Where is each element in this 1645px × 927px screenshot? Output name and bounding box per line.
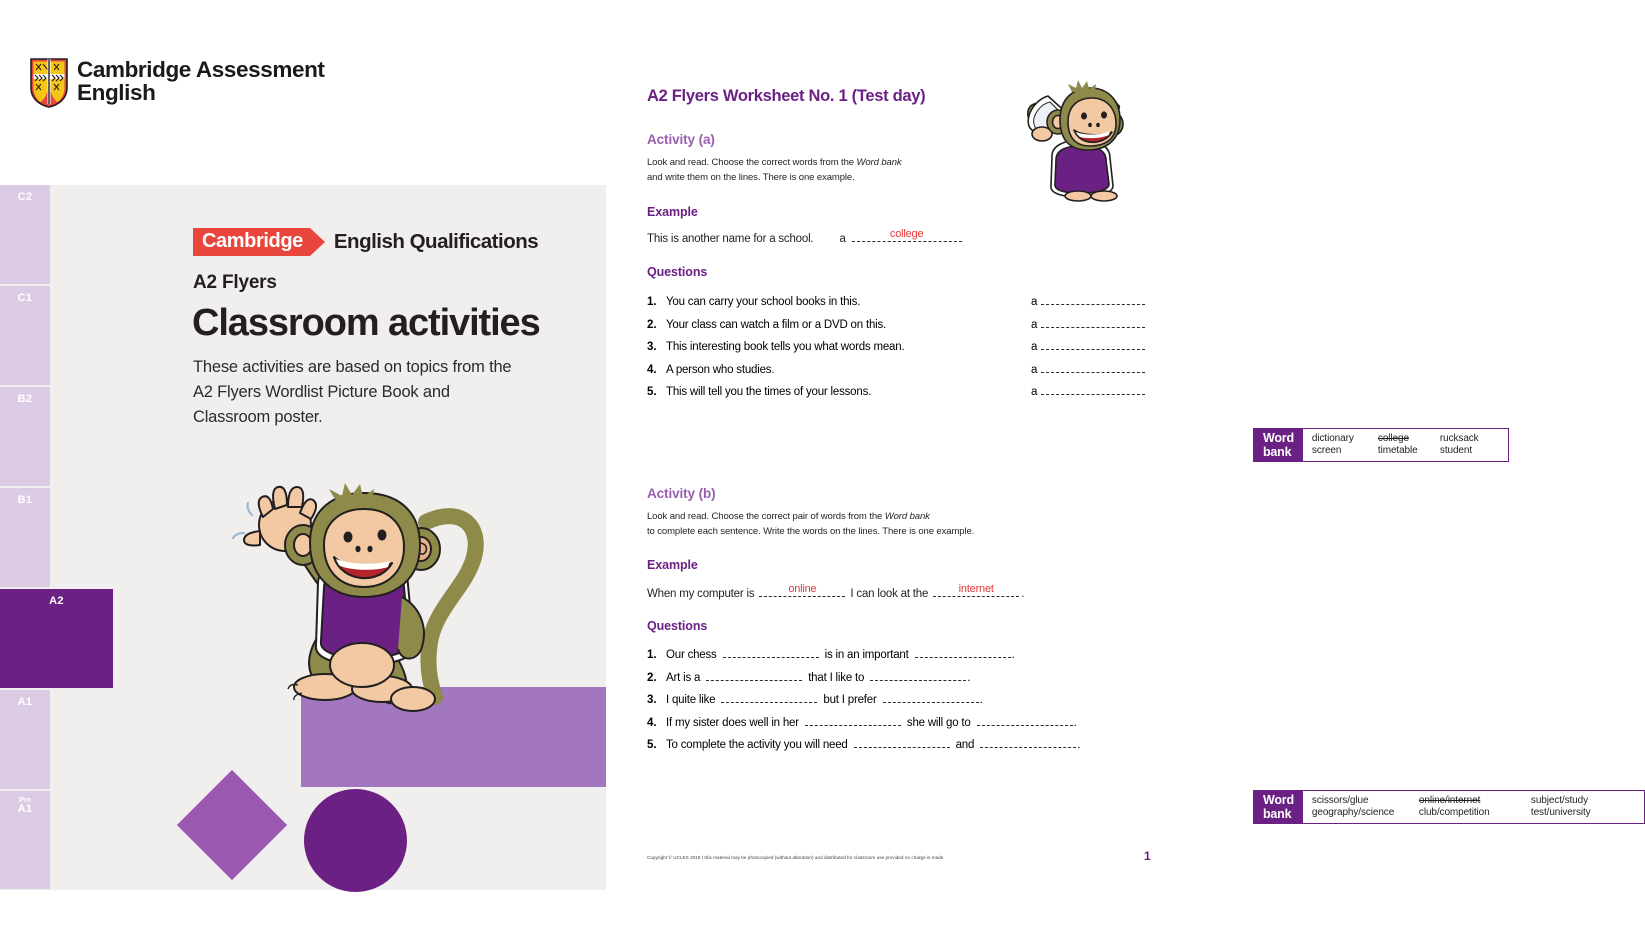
question-article: a [1031,296,1038,308]
word-bank-word[interactable]: subject/study [1530,795,1588,806]
activity-b-example-part1: When my computer is [647,588,755,600]
cefr-level-b1[interactable] [0,488,50,587]
cefr-level-label: B2 [17,393,33,405]
question-number: 3. [647,341,657,353]
activity-b-instruction-line1: Look and read. Choose the correct pair of words from the [647,511,885,522]
question-answer-area [1031,316,1159,331]
banner-arrow-icon [310,228,325,256]
worksheet-page [606,0,1591,927]
copyright-note: Copyright © UCLES 2018 | this material may be photocopied (without alteration) and distributed for classroom use provided no charge is made [647,855,944,860]
activity-b-question-row [647,691,1147,706]
activity-b-example-answer-2: internet [958,583,994,595]
question-text: This will tell you the times of your lessons. [666,386,872,398]
activity-b-instruction-italic: Word bank [884,511,930,522]
word-bank-word[interactable]: timetable [1377,445,1418,456]
word-bank-word[interactable]: dictionary [1311,433,1354,444]
question-number: 4. [647,363,657,376]
activity-a-questions-heading: Questions [647,265,708,279]
activity-a-heading-wrap [647,132,715,147]
question-part-1: To complete the activity you will need [666,739,848,751]
question-blank-1[interactable] [854,736,950,748]
logo-line-1: Cambridge Assessment [77,57,325,82]
activity-a-example-sentence: This is another name for a school. [647,233,814,245]
question-part-3: . [1073,716,1077,729]
page-number: 1 [1144,849,1151,863]
question-blank[interactable] [1041,293,1145,305]
activity-b-question-row [647,646,1147,661]
word-bank-word[interactable]: scissors/glue [1311,795,1369,806]
cefr-level-label: C2 [17,191,33,203]
cefr-level-label: C1 [17,292,33,304]
question-number: 5. [647,386,657,398]
word-bank-word[interactable]: student [1439,445,1473,456]
activity-a-instruction-line1: Look and read. Choose the correct words from the [647,157,857,168]
cambridge-assessment-logo [30,58,325,108]
logo-wordmark [77,58,325,105]
word-bank-b-words [1303,791,1644,823]
question-number: 4. [647,716,657,729]
activity-b-question-row [647,714,1147,729]
question-part-3: . [1011,649,1015,661]
cefr-level-pre-a1[interactable] [0,791,50,889]
activity-a-example-heading: Example [647,205,698,219]
activity-b-example-blank-2[interactable] [933,585,1019,597]
cefr-level-a1[interactable] [0,690,50,789]
question-text [666,714,1147,729]
question-text [666,736,1147,751]
question-answer-area [1031,383,1159,398]
question-blank-2[interactable] [915,646,1011,658]
question-number: 1. [647,296,657,308]
cefr-level-a2[interactable] [0,589,113,688]
activity-a-instruction-line2: and write them on the lines. There is one example. [647,171,855,183]
question-text: A person who studies. [666,363,775,376]
cambridge-crest-icon [30,58,68,108]
question-part-2: that I like to [808,671,865,684]
activity-a-question-row [647,293,1159,308]
activity-b-example-part2: I can look at the [850,588,929,600]
question-article: a [1031,363,1038,376]
word-bank-b-label: Word bank [1254,791,1303,823]
activity-a-example-article: a [839,233,846,245]
question-answer-area [1031,293,1159,308]
question-part-3: . [1077,739,1081,751]
question-blank-2[interactable] [980,736,1076,748]
question-part-3: . [979,694,983,706]
cefr-level-b2[interactable] [0,387,50,486]
question-part-2: and [955,739,975,751]
monkey-with-paper-illustration [1018,82,1126,200]
cefr-level-label: A1 [17,696,33,708]
question-number: 3. [647,694,657,706]
activity-a-question-row [647,383,1159,398]
question-answer-area [1031,338,1159,353]
cambridge-english-qualifications-banner [193,228,538,256]
question-part-1: Our chess [666,649,717,661]
activity-a-heading: Activity (a) [647,132,715,147]
word-bank-word[interactable]: screen [1311,445,1342,456]
question-blank[interactable] [1041,316,1145,328]
activity-a-example-blank[interactable] [852,230,962,242]
question-blank-1[interactable] [721,691,817,703]
cefr-level-label: A1 [17,803,33,815]
word-bank-a-label: Word bank [1254,429,1303,461]
activity-b-heading: Activity (b) [647,486,716,501]
question-number: 5. [647,739,657,751]
question-text [666,669,1147,684]
banner-brand-label: Cambridge [193,228,310,256]
question-part-2: is in an important [824,649,909,661]
activity-b-question-list [647,646,1147,759]
word-bank-word[interactable]: college [1377,433,1409,444]
decorative-circle-shape [304,789,407,892]
question-part-1: If my sister does well in her [666,716,799,729]
question-article: a [1031,341,1038,353]
cover-title: Classroom activities [192,302,540,344]
cover-level-label: A2 Flyers [193,272,277,293]
activity-a-question-list [647,293,1159,406]
question-part-2: she will go to [906,716,971,729]
question-text [666,646,1147,661]
question-text: You can carry your school books in this. [666,296,861,308]
question-number: 2. [647,671,657,684]
cefr-level-prefix: Pre [18,795,32,804]
question-part-2: but I prefer [823,694,877,706]
question-text: This interesting book tells you what words mean. [666,341,905,353]
word-bank-word[interactable]: geography/science [1311,807,1395,818]
cefr-level-label: A2 [49,595,64,607]
worksheet-title: A2 Flyers Worksheet No. 1 (Test day) [647,87,926,105]
question-answer-area [1031,361,1159,376]
question-blank-1[interactable] [706,669,802,681]
question-text [666,691,1147,706]
word-bank-word[interactable]: test/university [1530,807,1591,818]
word-bank-activity-b [1253,790,1645,824]
question-blank-1[interactable] [805,714,901,726]
activity-a-example-answer: college [889,228,924,240]
activity-a-question-row [647,361,1159,376]
cover-page [0,0,606,927]
activity-b-example-answer-1: online [788,583,817,595]
question-number: 2. [647,318,657,331]
activity-b-question-row [647,736,1147,751]
question-number: 1. [647,649,657,661]
activity-b-example-row [647,585,1024,600]
question-part-3: . [967,671,971,684]
question-text: Your class can watch a film or a DVD on this. [666,318,887,331]
question-blank[interactable] [1041,338,1145,350]
activity-a-question-row [647,316,1159,331]
cefr-level-c1[interactable] [0,286,50,385]
activity-a-example-row [647,230,962,245]
question-blank-2[interactable] [883,691,979,703]
cefr-level-label: B1 [17,494,33,506]
cefr-level-ladder [0,185,64,891]
activity-b-example-end: . [1021,588,1025,600]
question-blank[interactable] [1041,361,1145,373]
activity-b-example-heading: Example [647,558,698,572]
activity-b-instructions [647,510,1047,539]
activity-b-instruction-line2: to complete each sentence. Write the words on the lines. There is one example. [647,525,975,537]
activity-b-question-row [647,669,1147,684]
activity-a-instructions [647,156,977,185]
question-article: a [1031,386,1038,398]
question-article: a [1031,318,1038,331]
question-part-1: Art is a [666,671,701,684]
banner-qualifications-label: English Qualifications [333,230,539,253]
question-blank[interactable] [1041,383,1145,395]
activity-a-instruction-italic: Word bank [856,157,902,168]
activity-a-question-row [647,338,1159,353]
activity-b-example-blank-1[interactable] [759,585,845,597]
word-bank-activity-a [1253,428,1509,462]
word-bank-word[interactable]: club/competition [1418,807,1490,818]
word-bank-word[interactable]: rucksack [1439,433,1479,444]
question-part-1: I quite like [666,694,716,706]
logo-line-2: English [77,80,156,106]
word-bank-a-words [1303,429,1508,461]
cover-intro-text: These activities are based on topics from the A2 Flyers Wordlist Picture Book and Classroom poster. [193,358,512,426]
question-blank-1[interactable] [723,646,819,658]
waving-monkey-illustration [230,487,530,752]
question-blank-2[interactable] [977,714,1073,726]
activity-b-questions-heading: Questions [647,619,708,633]
question-blank-2[interactable] [870,669,966,681]
cefr-level-c2[interactable] [0,185,50,284]
word-bank-word[interactable]: online/internet [1418,795,1481,806]
